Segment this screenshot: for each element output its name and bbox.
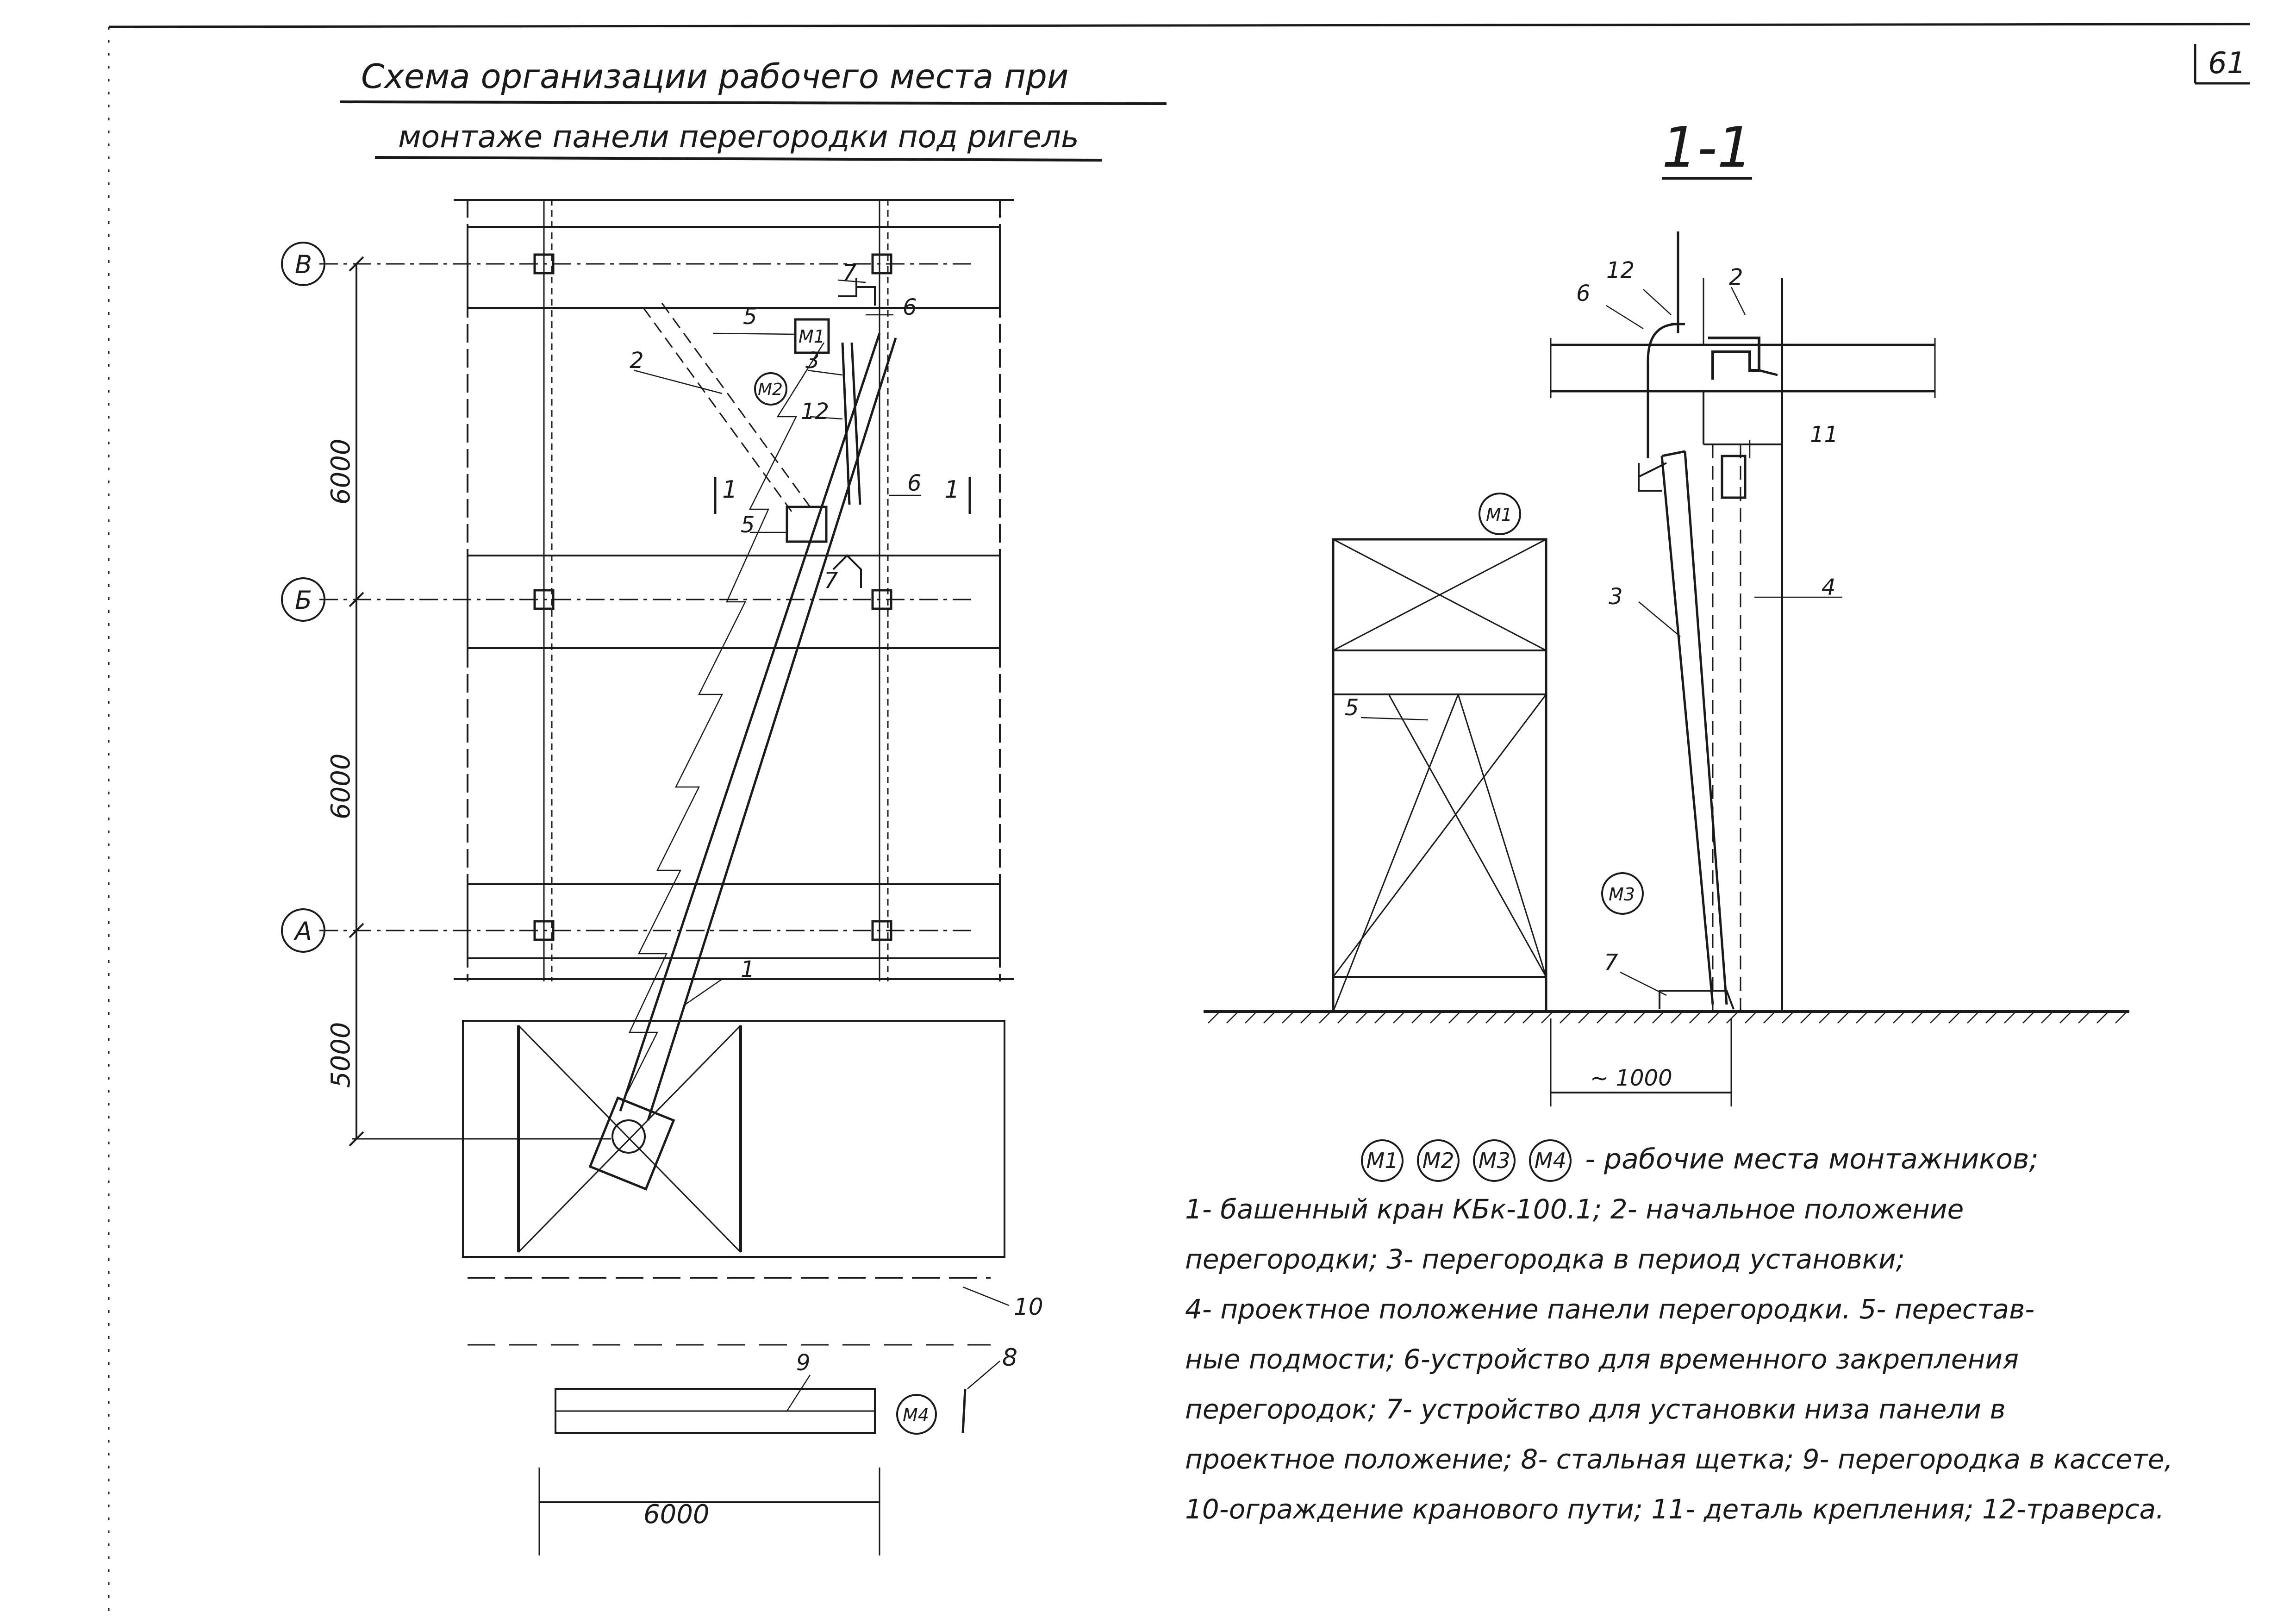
section-worker-m1: M1 bbox=[1486, 505, 1512, 525]
dim-5000: 5000 bbox=[326, 1022, 356, 1088]
legend-worker-m1: M1 bbox=[1361, 1139, 1404, 1182]
title-line-1: Схема организации рабочего места при bbox=[361, 57, 1069, 96]
legend-line-1: 1- башенный кран КБк-100.1; 2- начальное положение bbox=[1185, 1193, 1964, 1225]
legend-line-4: ные подмости; 6-устройство для временного закрепления bbox=[1185, 1343, 2019, 1375]
plan-callout-6b: 6 bbox=[907, 470, 922, 496]
dim-6000-mid: 6000 bbox=[326, 753, 356, 819]
plan-callout-6a: 6 bbox=[903, 294, 917, 320]
plan-callout-9: 9 bbox=[796, 1350, 811, 1376]
legend-worker-m4: M4 bbox=[1529, 1139, 1572, 1182]
section-dim-1000: ~ 1000 bbox=[1590, 1065, 1672, 1091]
legend-line-7: 10-ограждение кранового пути; 11- деталь крепления; 12-траверса. bbox=[1185, 1493, 2165, 1525]
section-view bbox=[1204, 231, 2129, 1106]
plan-callout-2: 2 bbox=[630, 348, 644, 374]
plan-callout-7a: 7 bbox=[842, 260, 857, 286]
plan-callout-1: 1 bbox=[741, 956, 755, 982]
plan-callout-12: 12 bbox=[801, 399, 830, 425]
plan-callout-5b: 5 bbox=[741, 512, 755, 538]
section-callout-6: 6 bbox=[1576, 281, 1591, 306]
axis-bubble-b bbox=[282, 578, 324, 621]
legend-worker-m3: M3 bbox=[1473, 1139, 1516, 1182]
plan-callout-3: 3 bbox=[805, 348, 820, 374]
section-title: 1-1 bbox=[1662, 116, 1753, 180]
plan-callout-10: 10 bbox=[1014, 1293, 1043, 1320]
legend-workers-row bbox=[1185, 1134, 2227, 1184]
section-callout-3: 3 bbox=[1609, 584, 1623, 610]
plan-worker-m1: M1 bbox=[799, 326, 825, 347]
section-callout-12: 12 bbox=[1606, 257, 1635, 283]
legend-worker-desc: - рабочие места монтажников; bbox=[1585, 1143, 2039, 1175]
axis-label-b: Б bbox=[295, 586, 312, 615]
plan-worker-m4: M4 bbox=[903, 1405, 929, 1425]
legend-line-6: проектное положение; 8- стальная щетка; 9- перегородка в кассете, bbox=[1185, 1443, 2173, 1475]
sheet-number: 61 bbox=[2208, 46, 2246, 81]
plan-view bbox=[319, 199, 1014, 1555]
section-callout-7: 7 bbox=[1604, 949, 1618, 975]
dim-6000-bottom: 6000 bbox=[643, 1499, 710, 1530]
legend bbox=[1185, 1134, 2227, 1534]
axis-label-v: В bbox=[295, 250, 312, 279]
plan-worker-m2: M2 bbox=[758, 380, 783, 399]
plan-callout-7b: 7 bbox=[824, 568, 838, 593]
plan-callout-8: 8 bbox=[1002, 1344, 1018, 1372]
dim-6000-top: 6000 bbox=[326, 438, 356, 505]
axis-label-a: А bbox=[295, 917, 312, 946]
legend-line-3: 4- проектное положение панели перегородки. 5- перестав- bbox=[1185, 1293, 2035, 1325]
legend-line-2: перегородки; 3- перегородка в период установки; bbox=[1185, 1243, 1905, 1275]
section-callout-2: 2 bbox=[1729, 264, 1743, 290]
plan-callout-5a: 5 bbox=[743, 304, 757, 330]
axis-bubble-a bbox=[282, 909, 324, 952]
legend-line-5: перегородок; 7- устройство для установки низа панели в bbox=[1185, 1393, 2006, 1425]
section-callout-5: 5 bbox=[1345, 695, 1359, 721]
section-worker-m3: M3 bbox=[1609, 884, 1635, 905]
section-callout-4: 4 bbox=[1822, 575, 1836, 600]
section-callout-11: 11 bbox=[1810, 422, 1839, 448]
title-line-2: монтаже панели перегородки под ригель bbox=[398, 119, 1079, 155]
legend-worker-m2: M2 bbox=[1417, 1139, 1460, 1182]
cut-label-left: 1 bbox=[722, 476, 738, 504]
axis-bubble-v bbox=[282, 243, 324, 285]
cut-label-right: 1 bbox=[944, 476, 960, 504]
